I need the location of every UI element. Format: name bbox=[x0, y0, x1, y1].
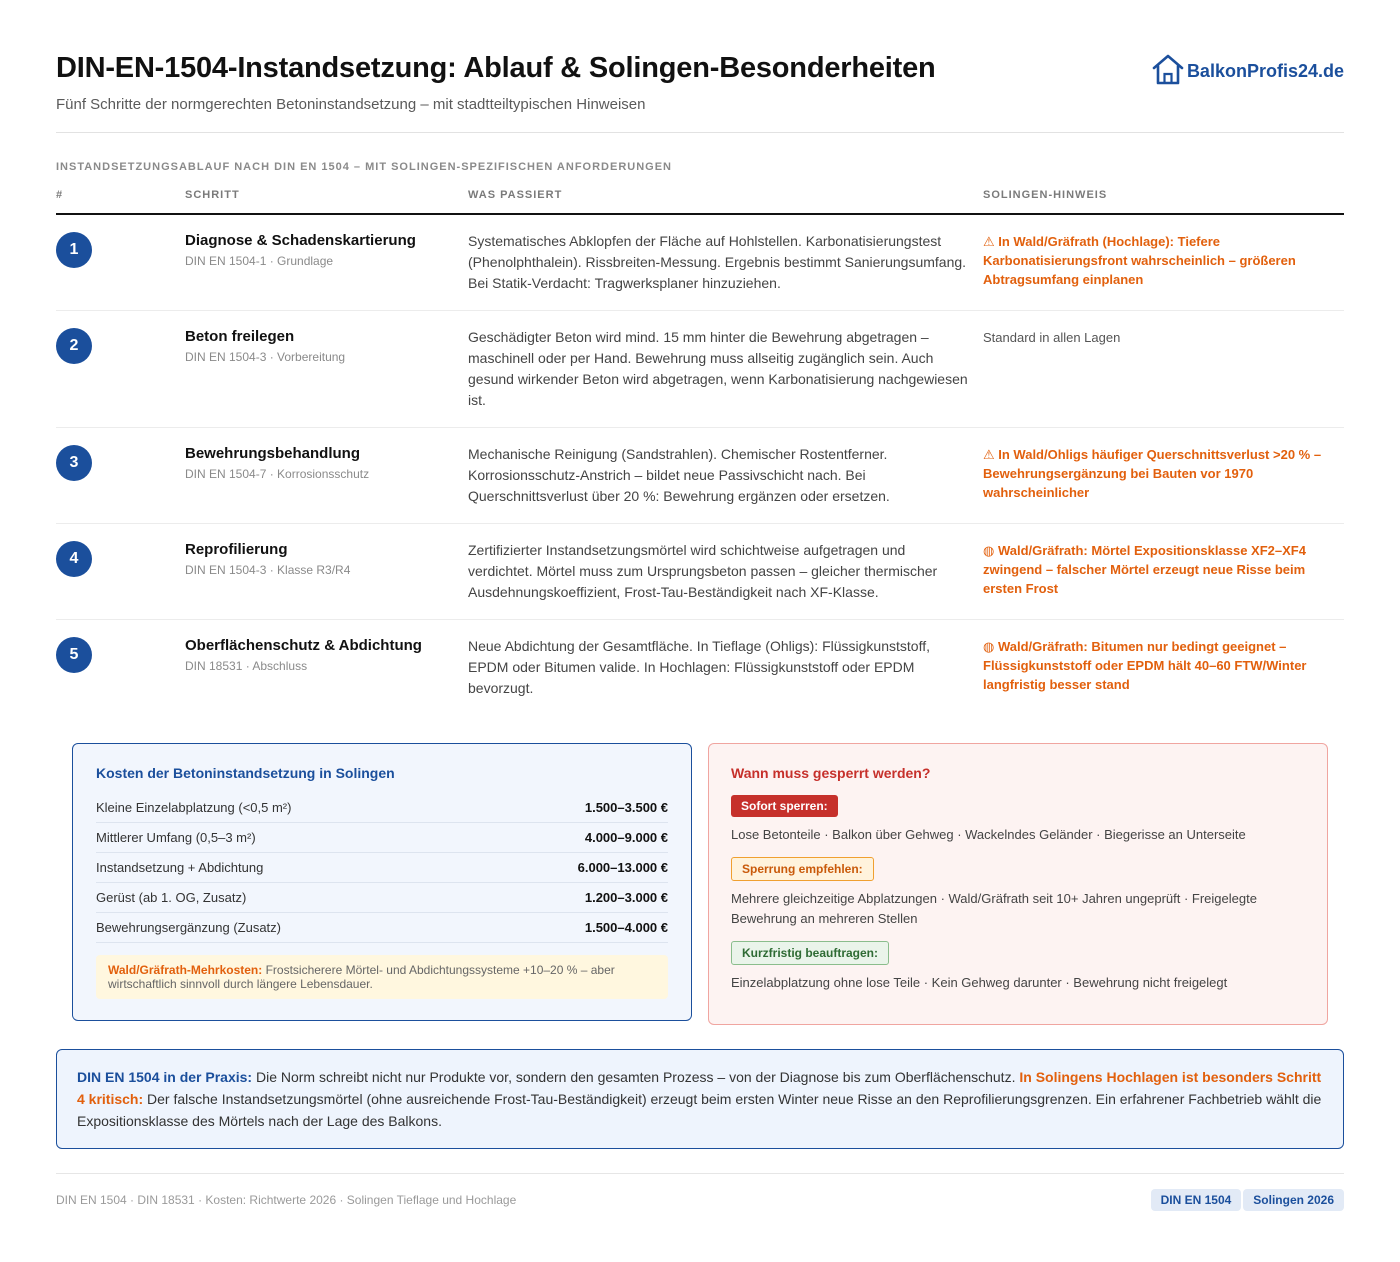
solingen-hint: ⚠ In Wald/Ohligs häufiger Querschnittsverlust >20 % – Bewehrungsergänzung bei Bauten vor 1970 wahrscheinlicher bbox=[983, 428, 1344, 524]
step-title: Beton freilegen bbox=[185, 328, 295, 345]
cost-value: 1.500–4.000 € bbox=[584, 920, 668, 935]
step-title: Oberflächenschutz & Abdichtung bbox=[185, 637, 422, 654]
table-row bbox=[56, 428, 1344, 524]
blocking-box-title: Wann muss gesperrt werden? bbox=[731, 765, 931, 781]
column-header-what: WAS PASSIERT bbox=[468, 183, 983, 214]
urgency-text-short-term: Einzelabplatzung ohne lose Teile · Kein Gehweg darunter · Bewehrung nicht freigelegt bbox=[731, 975, 1228, 990]
footer-tag: Solingen 2026 bbox=[1243, 1189, 1344, 1211]
cost-label: Bewehrungsergänzung (Zusatz) bbox=[96, 920, 281, 935]
urgency-text-immediate: Lose Betonteile · Balkon über Gehweg · Wackelndes Geländer · Biegerisse an Unterseite bbox=[731, 827, 1246, 842]
step-number-badge: 5 bbox=[56, 637, 92, 673]
solingen-hint: ⚠ In Wald/Gräfrath (Hochlage): Tiefere Karbonatisierungsfront wahrscheinlich – größeren Abtragsumfang einplanen bbox=[983, 214, 1344, 311]
cost-row bbox=[96, 823, 668, 853]
table-row bbox=[56, 620, 1344, 716]
cost-box bbox=[72, 743, 692, 1021]
footer-tag: DIN EN 1504 bbox=[1151, 1189, 1242, 1211]
page-subtitle: Fünf Schritte der normgerechten Betoninstandsetzung – mit stadtteiltypischen Hinweisen bbox=[56, 96, 646, 113]
step-title: Bewehrungsbehandlung bbox=[185, 445, 361, 462]
cost-value: 1.200–3.000 € bbox=[584, 890, 668, 905]
step-title: Diagnose & Schadenskartierung bbox=[185, 232, 416, 249]
column-header-step: SCHRITT bbox=[185, 183, 468, 214]
cost-value: 4.000–9.000 € bbox=[584, 830, 668, 845]
cost-row bbox=[96, 853, 668, 883]
step-description: Zertifizierter Instandsetzungsmörtel wird schichtweise aufgetragen und verdichtet. Mörtel muss zum Ursprungsbeton passen – gleicher thermischer Ausdehnungskoeffizient, Frost-Tau-Beständigkeit nach XF-Klasse. bbox=[468, 524, 983, 620]
praxis-lead: DIN EN 1504 in der Praxis: bbox=[77, 1069, 253, 1085]
step-description: Geschädigter Beton wird mind. 15 mm hinter die Bewehrung abgetragen – maschinell oder per Hand. Bewehrung muss allseitig zugänglich sein. Auch gesund wirkender Beton wird abgetragen, wenn Karbonatisierung nachgewiesen ist. bbox=[468, 311, 983, 428]
brand-logo[interactable] bbox=[1151, 53, 1344, 90]
cost-label: Mittlerer Umfang (0,5–3 m²) bbox=[96, 830, 256, 845]
cost-note-label: Wald/Gräfrath-Mehrkosten: bbox=[108, 963, 263, 977]
house-icon bbox=[1151, 53, 1185, 90]
step-number-badge: 3 bbox=[56, 445, 92, 481]
cost-box-title: Kosten der Betoninstandsetzung in Solingen bbox=[96, 765, 395, 781]
footer-tags bbox=[1151, 1189, 1344, 1211]
cost-note-text: Frostsicherere Mörtel- und Abdichtungssysteme +10–20 % – aber wirtschaftlich sinnvoll durch längere Lebensdauer. bbox=[108, 963, 615, 991]
step-number-badge: 4 bbox=[56, 541, 92, 577]
urgency-text-recommended: Mehrere gleichzeitige Abplatzungen · Wald/Gräfrath seit 10+ Jahren ungeprüft · Freigelegte Bewehrung an mehreren Stellen bbox=[731, 891, 1257, 926]
step-norm: DIN 18531 · Abschluss bbox=[185, 659, 308, 673]
cost-value: 1.500–3.500 € bbox=[584, 800, 668, 815]
page-header bbox=[56, 52, 1344, 113]
step-norm: DIN EN 1504-3 · Klasse R3/R4 bbox=[185, 563, 351, 577]
urgency-tag-immediate: Sofort sperren: bbox=[731, 795, 838, 817]
table-row bbox=[56, 524, 1344, 620]
column-header-hint: SOLINGEN-HINWEIS bbox=[983, 183, 1344, 214]
praxis-text-continued: Der falsche Instandsetzungsmörtel (ohne ausreichende Frost-Tau-Beständigkeit) erzeugt beim ersten Winter neue Risse an den Reprofilierungsgrenzen. Ein erfahrener Fachbetrieb wählt die Expositionsklasse des Mörtels nach der Lage des Balkons. bbox=[77, 1091, 1322, 1129]
step-norm: DIN EN 1504-3 · Vorbereitung bbox=[185, 350, 346, 364]
footer-divider bbox=[56, 1173, 1344, 1174]
praxis-callout bbox=[56, 1049, 1344, 1149]
praxis-text: Die Norm schreibt nicht nur Produkte vor, sondern den gesamten Prozess – von der Diagnose bis zum Oberflächenschutz. bbox=[252, 1069, 1020, 1085]
urgency-tag-short-term: Kurzfristig beauftragen: bbox=[731, 941, 889, 965]
page-title: DIN-EN-1504-Instandsetzung: Ablauf & Solingen-Besonderheiten bbox=[56, 52, 936, 84]
step-description: Neue Abdichtung der Gesamtfläche. In Tieflage (Ohligs): Flüssigkunststoff, EPDM oder Bitumen valide. In Hochlagen: Flüssigkunststoff oder EPDM bevorzugt. bbox=[468, 638, 930, 696]
footer-sources: DIN EN 1504 · DIN 18531 · Kosten: Richtwerte 2026 · Solingen Tieflage und Hochlage bbox=[56, 1193, 517, 1207]
cost-label: Gerüst (ab 1. OG, Zusatz) bbox=[96, 890, 247, 905]
cost-value: 6.000–13.000 € bbox=[577, 860, 668, 875]
cost-label: Instandsetzung + Abdichtung bbox=[96, 860, 264, 875]
cost-row bbox=[96, 793, 668, 823]
table-row bbox=[56, 214, 1344, 311]
column-header-num: # bbox=[56, 183, 185, 214]
solingen-hint: ◍ Wald/Gräfrath: Mörtel Expositionsklasse XF2–XF4 zwingend – falscher Mörtel erzeugt neue Risse beim ersten Frost bbox=[983, 524, 1344, 620]
table-header-row bbox=[56, 183, 1344, 214]
praxis-highlight: In Solingens Hochlagen ist besonders Schritt 4 kritisch: bbox=[77, 1069, 1322, 1107]
table-row bbox=[56, 311, 1344, 428]
cost-row bbox=[96, 913, 668, 943]
step-number-badge: 2 bbox=[56, 328, 92, 364]
steps-table bbox=[56, 183, 1344, 715]
header-divider bbox=[56, 132, 1344, 133]
solingen-hint: Standard in allen Lagen bbox=[983, 311, 1344, 428]
cost-label: Kleine Einzelabplatzung (<0,5 m²) bbox=[96, 800, 292, 815]
urgency-tag-recommended: Sperrung empfehlen: bbox=[731, 857, 874, 881]
section-label: INSTANDSETZUNGSABLAUF NACH DIN EN 1504 – MIT SOLINGEN-SPEZIFISCHEN ANFORDERUNGEN bbox=[56, 161, 672, 173]
step-description: Systematisches Abklopfen der Fläche auf Hohlstellen. Karbonatisierungstest (Phenolphthalein). Rissbreiten-Messung. Ergebnis bestimmt Sanierungsumfang. Bei Statik-Verdacht: Tragwerksplaner hinzuziehen. bbox=[468, 214, 983, 311]
step-title: Reprofilierung bbox=[185, 541, 288, 558]
step-norm: DIN EN 1504-7 · Korrosionsschutz bbox=[185, 467, 370, 481]
cost-row bbox=[96, 883, 668, 913]
step-description: Mechanische Reinigung (Sandstrahlen). Chemischer Rostentferner. Korrosionsschutz-Anstrich – bildet neue Passivschicht nach. Bei Querschnittsverlust über 20 %: Bewehrung ergänzen oder ersetzen. bbox=[468, 428, 983, 524]
solingen-hint: ◍ Wald/Gräfrath: Bitumen nur bedingt geeignet – Flüssigkunststoff oder EPDM hält 40–60 FTW/Winter langfristig besser stand bbox=[983, 639, 1307, 692]
step-number-badge: 1 bbox=[56, 232, 92, 268]
brand-name: BalkonProfis24.de bbox=[1186, 61, 1344, 81]
step-norm: DIN EN 1504-1 · Grundlage bbox=[185, 254, 334, 268]
cost-note bbox=[96, 955, 668, 999]
blocking-box bbox=[708, 743, 1328, 1025]
